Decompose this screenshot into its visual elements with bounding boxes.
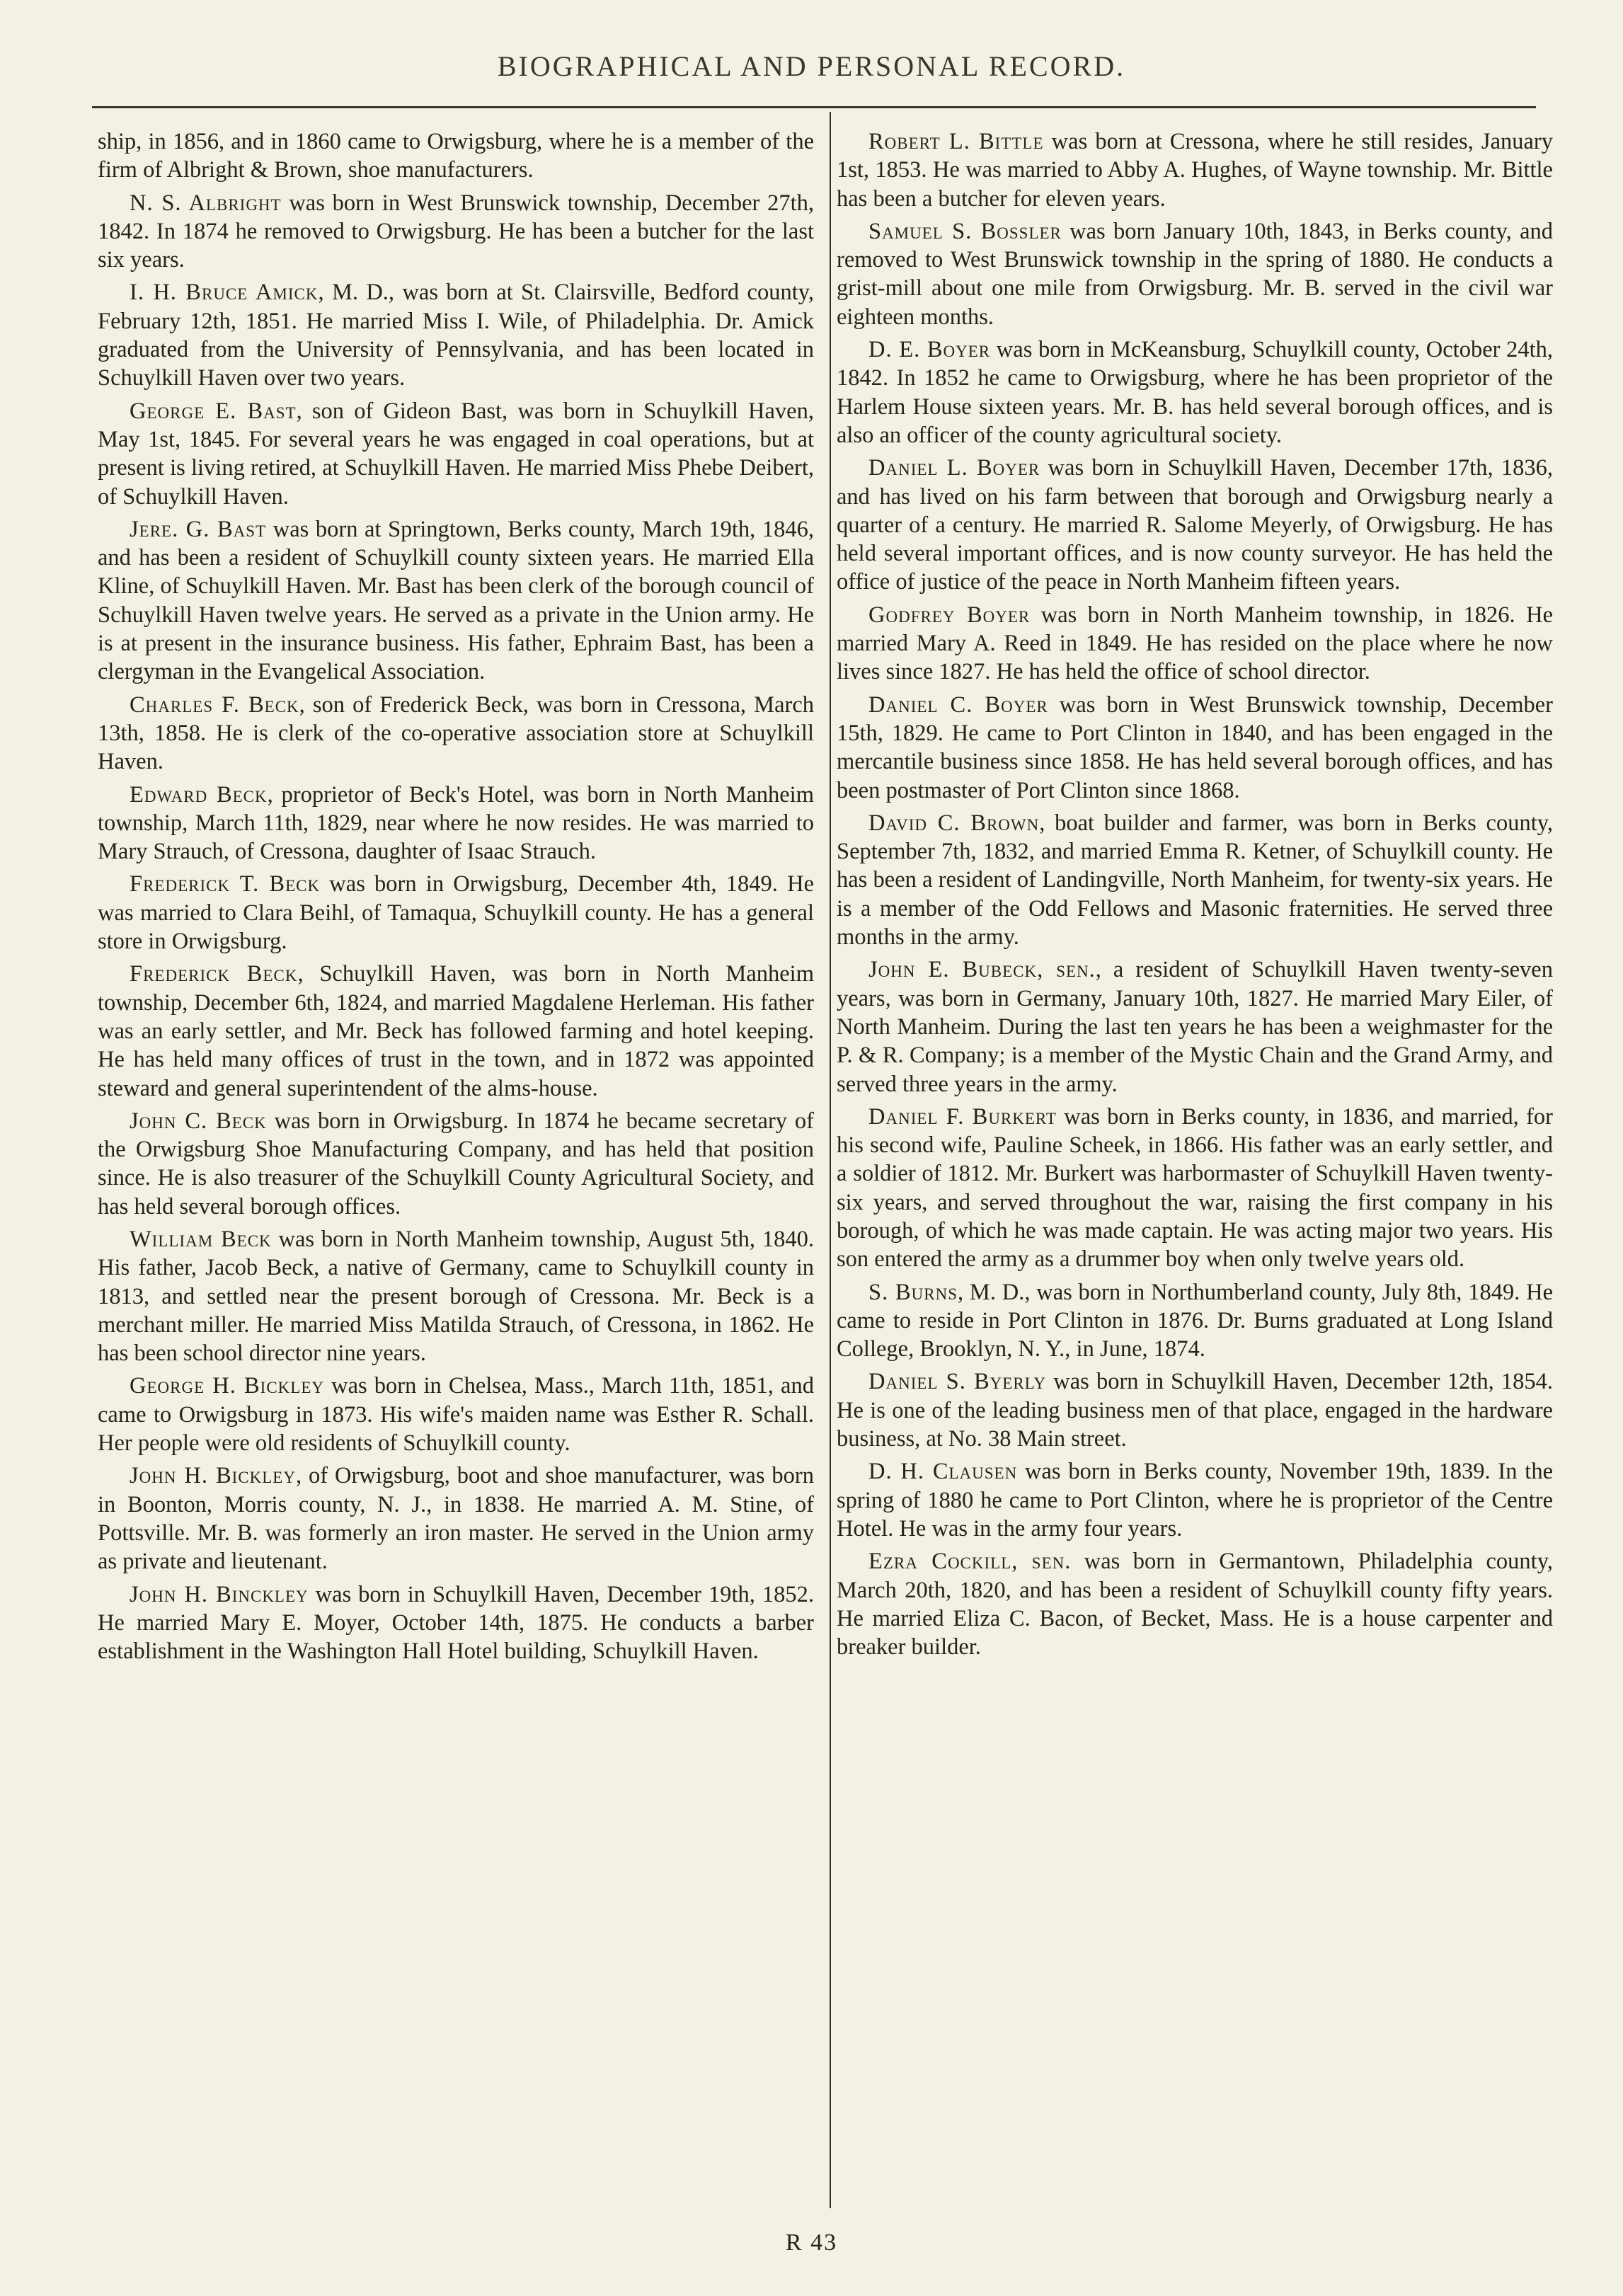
entry [98,870,814,955]
entry [98,1580,814,1666]
entry-name: Ezra Cockill, sen. [868,1549,1072,1575]
entry [98,1107,814,1221]
entry-text: , of Orwigsburg, boot and shoe manufacturer, was born in Boonton, Morris county, N. J., in 1838. He married A. M. Stine, of Pottsville. Mr. B. was formerly an iron master. He served in the Union army as private and lieutenant. [98,1463,814,1575]
entry-name: N. S. Albright [130,190,282,216]
entry-name: Edward Beck [130,781,268,808]
entry-name: D. H. Clausen [868,1459,1018,1485]
entry-name: John H. Binckley [130,1581,309,1607]
entry [837,217,1553,331]
entry [98,278,814,392]
entry-name: Charles F. Beck [130,691,299,718]
entry [837,1457,1553,1543]
entry [98,960,814,1102]
entry-text: , boat builder and farmer, was born in Berks county, September 7th, 1832, and married Emma R. Ketner, of Schuylkill county. He has been a resident of Landingville, North Manheim, for twenty-six years. He is a member of the Odd Fellows and Masonic fraternities. He served three months in the army. [837,810,1553,951]
entry [837,1367,1553,1453]
entry [98,189,814,275]
entry-name: George E. Bast [130,398,297,424]
entry-text: ship, in 1856, and in 1860 came to Orwigsburg, where he is a member of the firm of Albright & Brown, shoe manufacturers. [98,129,814,183]
entry [837,601,1553,687]
entry [837,1547,1553,1661]
header-rule [92,106,1536,108]
entry-text: was born in Berks county, November 19th, 1839. In the spring of 1880 he came to Port Clinton, where he is proprietor of the Centre Hotel. He was in the army four years. [837,1459,1553,1542]
entry-name: Frederick T. Beck [130,871,321,897]
entry-name: Daniel F. Burkert [868,1103,1057,1130]
entry [98,515,814,687]
entry-text: was born in North Manheim township, in 1826. He married Mary A. Reed in 1849. He has resided on the place where he now lives since 1827. He has held the office of school director. [837,602,1553,685]
entry-name: Daniel L. Boyer [868,455,1040,481]
entry-text: was born in North Manheim township, August 5th, 1840. His father, Jacob Beck, a native of Germany, came to Schuylkill county in 1813, and settled near the present borough of Cressona. Mr. Beck is a merchant miller. He married Miss Matilda Strauch, of Cressona, in 1862. He has been school director nine years. [98,1226,814,1367]
entry [98,781,814,866]
entry-text: , proprietor of Beck's Hotel, was born in North Manheim township, March 11th, 1829, near where he now resides. He was married to Mary Strauch, of Cressona, daughter of Isaac Strauch. [98,781,814,865]
entry-text: was born in Schuylkill Haven, December 12th, 1854. He is one of the leading business men of that place, engaged in the hardware business, at No. 38 Main street. [837,1369,1553,1452]
page-number: R 43 [785,2229,838,2256]
entry-text: was born in Orwigsburg, December 4th, 1849. He was married to Clara Beihl, of Tamaqua, Schuylkill county. He has a general store in Orwigsburg. [98,871,814,955]
running-header: BIOGRAPHICAL AND PERSONAL RECORD. [497,50,1126,82]
entry [98,397,814,511]
entry-name: Jere. G. Bast [130,516,267,542]
entry-text: was born at Cressona, where he still resides, January 1st, 1853. He was married to Abby A. Hughes, of Wayne township. Mr. Bittle has been a butcher for eleven years. [837,129,1554,212]
entry-text: was born at Springtown, Berks county, March 19th, 1846, and has been a resident of Schuylkill county sixteen years. He married Ella Kline, of Schuylkill Haven. Mr. Bast has been clerk of the borough council of Schuylkill Haven twelve years. He served as a private in the Union army. He is at present in the insurance business. His father, Ephraim Bast, has been a clergyman in the Evangelical Association. [98,516,815,685]
column-divider [830,112,831,2208]
entry-text: , son of Frederick Beck, was born in Cressona, March 13th, 1858. He is clerk of the co-operative association store at Schuylkill Haven. [98,691,815,775]
entry [837,1278,1553,1364]
entry [98,1462,814,1575]
entry-text: , a resident of Schuylkill Haven twenty-seven years, was born in Germany, January 10th, 1827. He married Mary Eiler, of North Manheim. During the last ten years he has been a weighmaster for the P. & R. Company; is a member of the Mystic Chain and the Grand Army, and served three years in the army. [837,957,1553,1097]
entry [98,1372,814,1457]
entry-name: Daniel S. Byerly [868,1369,1047,1395]
left-column [98,127,814,1665]
entry-name: Godfrey Boyer [868,602,1031,628]
right-column [837,127,1553,1661]
entry [837,1103,1553,1274]
entry-text: , M. D., was born in Northumberland county, July 8th, 1849. He came to reside in Port Clinton in 1876. Dr. Burns graduated at Long Island College, Brooklyn, N. Y., in June, 1874. [837,1279,1553,1362]
entry-name: John H. Bickley [130,1463,296,1489]
entry-text: was born in Orwigsburg. In 1874 he became secretary of the Orwigsburg Shoe Manufacturing Company, and has held that position since. He is also treasurer of the Schuylkill County Agricultural Society, and has held several borough offices. [98,1108,814,1219]
entry [837,127,1553,213]
entry-text: was born in McKeansburg, Schuylkill county, October 24th, 1842. In 1852 he came to Orwigsburg, where he has been proprietor of the Harlem House sixteen years. Mr. B. has held several borough offices, and is also an officer of the county agricultural society. [837,337,1553,448]
entry-name: D. E. Boyer [868,337,991,363]
entry [98,691,814,776]
entry [837,454,1553,596]
entry-name: George H. Bickley [130,1373,324,1399]
entry-name: David C. Brown [868,810,1040,836]
entry-text: , son of Gideon Bast, was born in Schuylkill Haven, May 1st, 1845. For several years he was engaged in coal operations, but at present is living retired, at Schuylkill Haven. He married Miss Phebe Deibert, of Schuylkill Haven. [98,398,814,510]
entry [837,955,1553,1098]
entry-text: was born in Chelsea, Mass., March 11th, 1851, and came to Orwigsburg in 1873. His wife's maiden name was Esther R. Schall. Her people were old residents of Schuylkill county. [98,1373,814,1457]
entry-text: was born in West Brunswick township, December 27th, 1842. In 1874 he removed to Orwigsburg. He has been a butcher for the last six years. [98,190,814,273]
entry-text: was born in Berks county, in 1836, and married, for his second wife, Pauline Scheek, in 1866. His father was an early settler, and a soldier of 1812. Mr. Burkert was harbormaster of Schuylkill Haven twenty-six years, and served throughout the war, raising the first company in his borough, of which he was made captain. He was acting major two years. His son entered the army as a drummer boy when only twelve years old. [837,1103,1553,1273]
entry-name: Samuel S. Bossler [868,218,1062,244]
entry [98,127,814,185]
entry-name: John C. Beck [130,1108,267,1134]
entry [837,335,1553,449]
entry [837,691,1553,805]
entry [837,809,1553,951]
entry [98,1225,814,1367]
entry-name: Frederick Beck [130,961,298,987]
entry-name: Daniel C. Boyer [868,691,1048,718]
entry-text: was born in Schuylkill Haven, December 17th, 1836, and has lived on his farm between that borough and Orwigsburg nearly a quarter of a century. He married R. Salome Meyerly, of Orwigsburg. He has held several important offices, and is now county surveyor. He has held the office of justice of the peace in North Manheim fifteen years. [837,455,1553,595]
entry-text: was born in West Brunswick township, December 15th, 1829. He came to Port Clinton in 1840, and has been engaged in the mercantile business since 1858. He has held several borough offices, and has been postmaster of Port Clinton since 1868. [837,691,1553,803]
entry-name: William Beck [130,1226,272,1252]
entry-text: was born January 10th, 1843, in Berks county, and removed to West Brunswick township in the spring of 1880. He conducts a grist-mill about one mile from Orwigsburg. Mr. B. served in the civil war eighteen months. [837,218,1553,330]
entry-name: I. H. Bruce Amick [130,280,319,306]
entry-name: S. Burns [868,1279,958,1305]
entry-text: was born in Germantown, Philadelphia county, March 20th, 1820, and has been a resident of Schuylkill county fifty years. He married Eliza C. Bacon, of Becket, Mass. He is a house carpenter and breaker builder. [837,1549,1553,1660]
entry-text: , Schuylkill Haven, was born in North Manheim township, December 6th, 1824, and married Magdalene Herleman. His father was an early settler, and Mr. Beck has followed farming and hotel keeping. He has held many offices of trust in the town, and in 1872 was appointed steward and general superintendent of the alms-house. [98,961,814,1101]
entry-text: was born in Schuylkill Haven, December 19th, 1852. He married Mary E. Moyer, October 14th, 1875. He conducts a barber establishment in the Washington Hall Hotel building, Schuylkill Haven. [98,1581,814,1665]
entry-name: Robert L. Bittle [868,129,1044,154]
entry-text: , M. D., was born at St. Clairsville, Bedford county, February 12th, 1851. He married Miss I. Wile, of Philadelphia. Dr. Amick graduated from the University of Pennsylvania, and has been located in Schuylkill Haven over two years. [98,280,814,391]
entry-name: John E. Bubeck, sen. [868,957,1096,983]
